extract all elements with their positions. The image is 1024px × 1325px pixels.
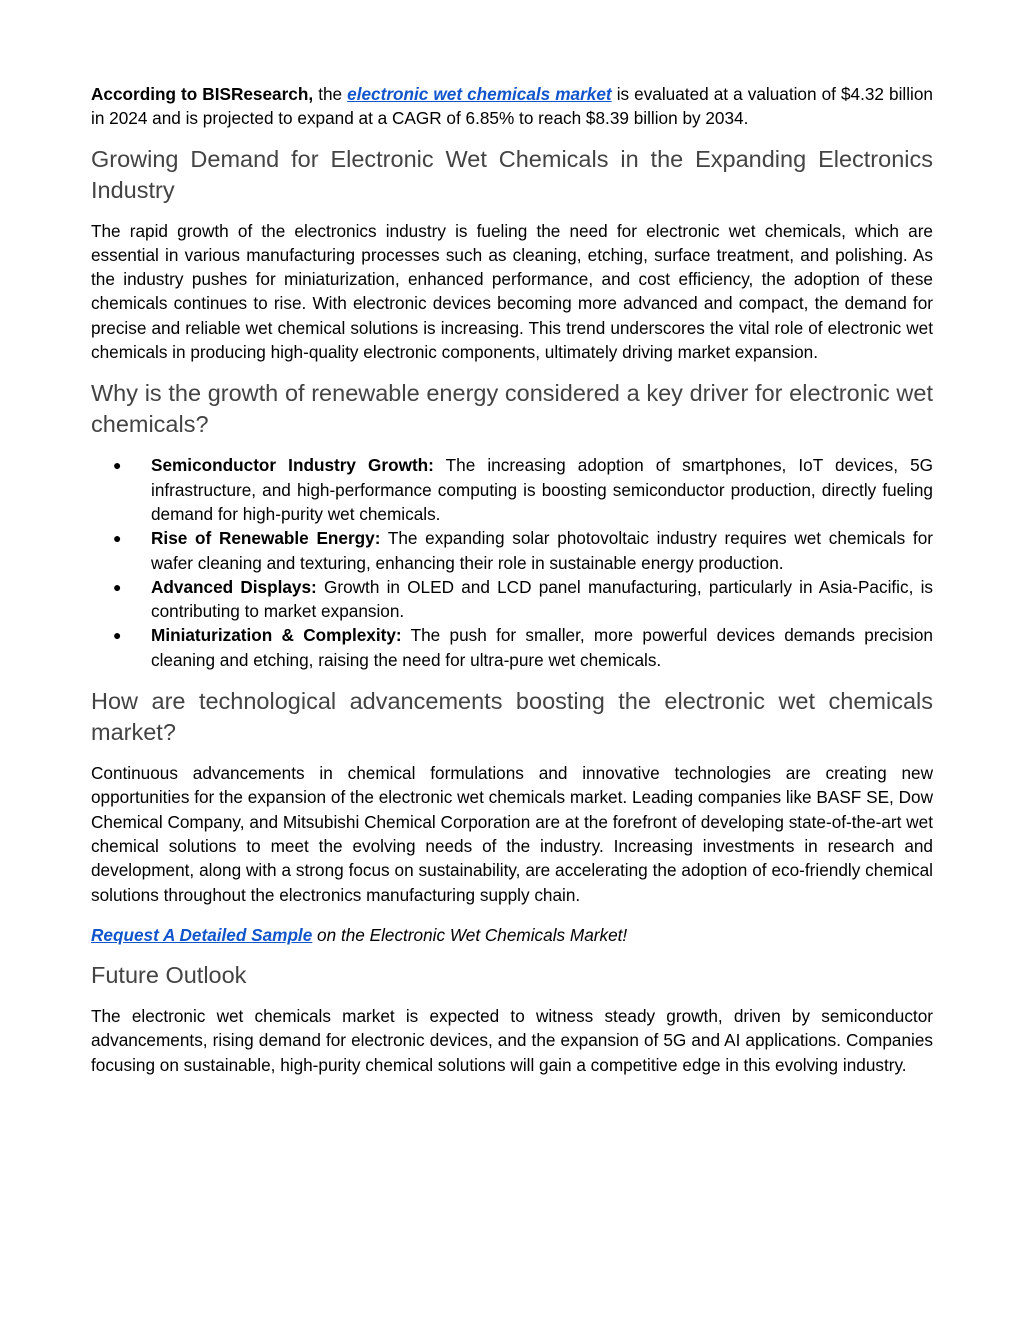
- section-heading-future: Future Outlook: [91, 962, 247, 989]
- section-body-technology: Continuous advancements in chemical formulations and innovative technologies are creating new opportunities for the expansion of the electronic wet chemicals market. Leading companies like BASF SE, Dow Chemical Company, and Mitsubishi Chemical Corporation are at the forefront of developing state-of-the-art wet chemical solutions to meet the evolving needs of the industry. Increasing investments in research and development, along with a strong focus on sustainability, are accelerating the adoption of eco-friendly chemical solutions throughout the electronics manufacturing supply chain.: [91, 763, 933, 905]
- section-body-future: The electronic wet chemicals market is expected to witness steady growth, driven by semiconductor advancements, rising demand for electronic devices, and the expansion of 5G and AI applications. Companies focusing on sustainable, high-purity chemical solutions will gain a competitive edge in this evolving industry.: [91, 1006, 933, 1075]
- request-sample-line: [91, 923, 933, 947]
- bullet-dot-icon: ●: [113, 578, 122, 595]
- request-sample-link[interactable]: Request A Detailed Sample: [91, 924, 313, 945]
- bullet-text: The expanding solar photovoltaic industry requires wet chemicals for wafer cleaning and texturing, enhancing their role in sustainable energy production.: [151, 528, 933, 573]
- request-sample-text: on the Electronic Wet Chemicals Market!: [312, 924, 628, 945]
- bullet-item: [91, 623, 933, 672]
- intro-lead: According to BISResearch,: [91, 84, 314, 104]
- bullet-text: The push for smaller, more powerful devices demands precision cleaning and etching, raising the need for ultra-pure wet chemicals.: [151, 625, 933, 670]
- intro-paragraph: [91, 82, 933, 131]
- section-heading-demand: Growing Demand for Electronic Wet Chemicals in the Expanding Electronics Industry: [91, 145, 933, 203]
- bullet-item: [91, 575, 933, 624]
- bullet-title: Semiconductor Industry Growth:: [151, 455, 434, 476]
- bullet-dot-icon: ●: [113, 627, 122, 644]
- bullet-item: [91, 526, 933, 575]
- section-heading-renewable: Why is the growth of renewable energy considered a key driver for electronic wet chemicals?: [91, 380, 933, 438]
- driver-bullet-list: [91, 453, 933, 672]
- section-body-demand: The rapid growth of the electronics industry is fueling the need for electronic wet chemicals, which are essential in various manufacturing processes such as cleaning, etching, surface treatment, and polishing. As the industry pushes for miniaturization, enhanced performance, and cost efficiency, the adoption of these chemicals continues to rise. With electronic devices becoming more advanced and compact, the demand for precise and reliable wet chemical solutions is increasing. This trend underscores the vital role of electronic wet chemicals in producing high-quality electronic components, ultimately driving market expansion.: [91, 220, 933, 363]
- market-report-link[interactable]: electronic wet chemicals market: [347, 84, 612, 104]
- intro-before-link: the: [313, 84, 348, 104]
- bullet-text: Growth in OLED and LCD panel manufacturing, particularly in Asia-Pacific, is contributing to market expansion.: [151, 576, 933, 622]
- bullet-title: Advanced Displays:: [151, 576, 317, 597]
- intro-after-link: is evaluated at a valuation of $4.32 billion in 2024 and is projected to expand at a CAGR of 6.85% to reach $8.39 billion by 2034.: [91, 84, 933, 129]
- bullet-text: The increasing adoption of smartphones, IoT devices, 5G infrastructure, and high-performance computing is boosting semiconductor production, directly fueling demand for high-purity wet chemicals.: [151, 455, 934, 524]
- section-heading-technology: How are technological advancements boosting the electronic wet chemicals market?: [91, 688, 933, 746]
- document-page: [91, 82, 933, 1077]
- bullet-title: Miniaturization & Complexity:: [151, 625, 402, 646]
- bullet-title: Rise of Renewable Energy:: [151, 528, 381, 549]
- bullet-dot-icon: ●: [113, 457, 122, 474]
- bullet-dot-icon: ●: [113, 530, 122, 547]
- bullet-item: [91, 453, 933, 526]
